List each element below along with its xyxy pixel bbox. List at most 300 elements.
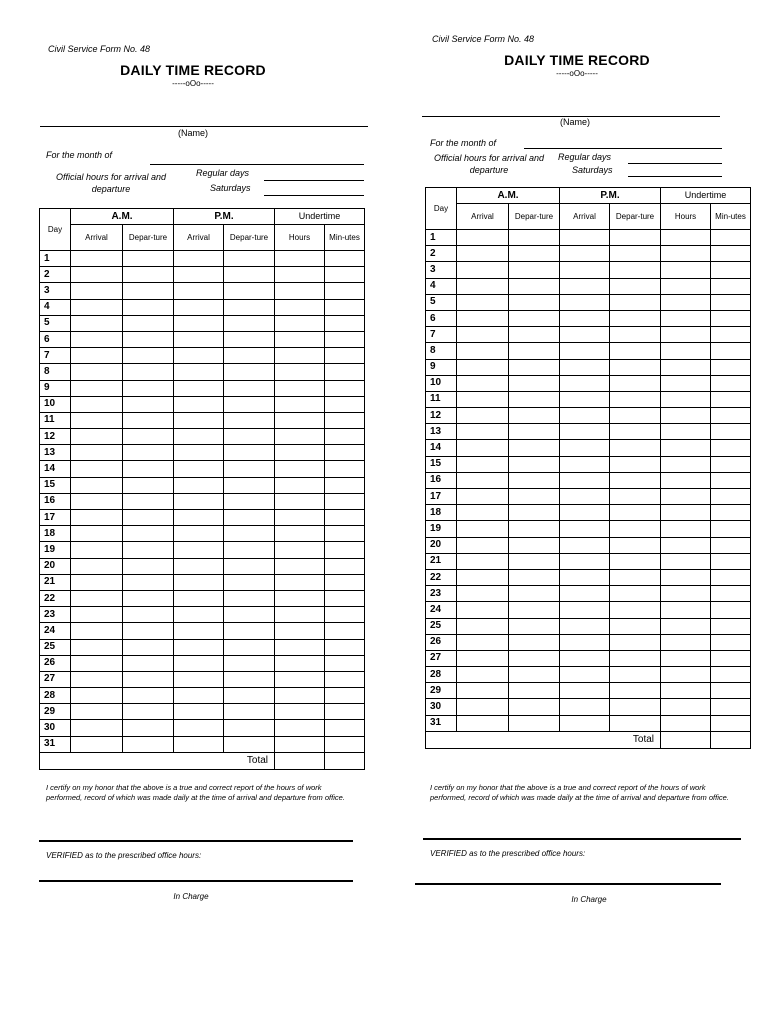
pm-departure-cell[interactable] [224, 655, 275, 671]
pm-arrival-cell[interactable] [174, 736, 224, 752]
undertime-minutes-cell[interactable] [711, 569, 751, 585]
undertime-hours-cell[interactable] [275, 704, 325, 720]
pm-arrival-cell[interactable] [174, 412, 224, 428]
am-arrival-cell[interactable] [71, 251, 123, 267]
undertime-hours-cell[interactable] [661, 683, 711, 699]
am-departure-cell[interactable] [123, 542, 174, 558]
pm-departure-cell[interactable] [224, 348, 275, 364]
pm-departure-cell[interactable] [610, 683, 661, 699]
undertime-hours-cell[interactable] [661, 262, 711, 278]
am-arrival-cell[interactable] [71, 461, 123, 477]
am-departure-cell[interactable] [123, 688, 174, 704]
undertime-minutes-cell[interactable] [711, 327, 751, 343]
pm-arrival-cell[interactable] [174, 704, 224, 720]
undertime-hours-cell[interactable] [661, 294, 711, 310]
am-departure-cell[interactable] [509, 715, 560, 731]
undertime-hours-cell[interactable] [275, 493, 325, 509]
pm-arrival-cell[interactable] [560, 246, 610, 262]
am-arrival-cell[interactable] [457, 553, 509, 569]
undertime-minutes-cell[interactable] [325, 477, 365, 493]
undertime-minutes-cell[interactable] [711, 489, 751, 505]
am-arrival-cell[interactable] [457, 667, 509, 683]
undertime-hours-cell[interactable] [661, 391, 711, 407]
am-arrival-cell[interactable] [71, 396, 123, 412]
undertime-hours-cell[interactable] [661, 602, 711, 618]
pm-arrival-cell[interactable] [560, 230, 610, 246]
am-arrival-cell[interactable] [457, 699, 509, 715]
in-charge-signature-line[interactable] [415, 883, 721, 885]
pm-arrival-cell[interactable] [174, 348, 224, 364]
pm-departure-cell[interactable] [610, 489, 661, 505]
undertime-hours-cell[interactable] [275, 396, 325, 412]
undertime-minutes-cell[interactable] [325, 251, 365, 267]
pm-departure-cell[interactable] [610, 537, 661, 553]
undertime-hours-cell[interactable] [275, 558, 325, 574]
pm-departure-cell[interactable] [610, 650, 661, 666]
undertime-hours-cell[interactable] [275, 607, 325, 623]
pm-arrival-cell[interactable] [560, 586, 610, 602]
am-departure-cell[interactable] [123, 736, 174, 752]
pm-arrival-cell[interactable] [560, 456, 610, 472]
am-arrival-cell[interactable] [71, 429, 123, 445]
am-arrival-cell[interactable] [457, 327, 509, 343]
pm-arrival-cell[interactable] [560, 602, 610, 618]
am-arrival-cell[interactable] [457, 650, 509, 666]
am-departure-cell[interactable] [123, 477, 174, 493]
undertime-minutes-cell[interactable] [325, 526, 365, 542]
pm-arrival-cell[interactable] [174, 380, 224, 396]
am-departure-cell[interactable] [509, 569, 560, 585]
pm-arrival-cell[interactable] [560, 537, 610, 553]
undertime-minutes-cell[interactable] [711, 537, 751, 553]
pm-arrival-cell[interactable] [174, 251, 224, 267]
undertime-minutes-cell[interactable] [711, 278, 751, 294]
undertime-minutes-cell[interactable] [711, 262, 751, 278]
am-arrival-cell[interactable] [457, 343, 509, 359]
am-arrival-cell[interactable] [457, 391, 509, 407]
am-departure-cell[interactable] [123, 493, 174, 509]
pm-arrival-cell[interactable] [560, 375, 610, 391]
pm-departure-cell[interactable] [224, 574, 275, 590]
undertime-minutes-cell[interactable] [711, 246, 751, 262]
am-departure-cell[interactable] [509, 602, 560, 618]
pm-arrival-cell[interactable] [560, 408, 610, 424]
pm-arrival-cell[interactable] [560, 440, 610, 456]
pm-arrival-cell[interactable] [560, 359, 610, 375]
am-departure-cell[interactable] [509, 359, 560, 375]
undertime-minutes-cell[interactable] [325, 348, 365, 364]
am-arrival-cell[interactable] [71, 526, 123, 542]
undertime-hours-cell[interactable] [275, 526, 325, 542]
pm-arrival-cell[interactable] [174, 445, 224, 461]
pm-arrival-cell[interactable] [560, 699, 610, 715]
pm-departure-cell[interactable] [224, 445, 275, 461]
undertime-hours-cell[interactable] [661, 634, 711, 650]
undertime-minutes-cell[interactable] [711, 553, 751, 569]
pm-departure-cell[interactable] [610, 424, 661, 440]
am-departure-cell[interactable] [509, 586, 560, 602]
pm-arrival-cell[interactable] [174, 267, 224, 283]
pm-arrival-cell[interactable] [560, 343, 610, 359]
pm-departure-cell[interactable] [610, 278, 661, 294]
undertime-minutes-cell[interactable] [711, 699, 751, 715]
pm-departure-cell[interactable] [610, 230, 661, 246]
undertime-hours-cell[interactable] [661, 553, 711, 569]
pm-arrival-cell[interactable] [174, 299, 224, 315]
am-departure-cell[interactable] [509, 489, 560, 505]
undertime-hours-cell[interactable] [661, 230, 711, 246]
pm-departure-cell[interactable] [224, 720, 275, 736]
undertime-minutes-cell[interactable] [711, 294, 751, 310]
pm-arrival-cell[interactable] [174, 526, 224, 542]
name-line[interactable] [40, 126, 368, 127]
am-arrival-cell[interactable] [71, 283, 123, 299]
am-departure-cell[interactable] [509, 505, 560, 521]
pm-departure-cell[interactable] [224, 283, 275, 299]
undertime-minutes-cell[interactable] [711, 586, 751, 602]
pm-arrival-cell[interactable] [174, 720, 224, 736]
pm-departure-cell[interactable] [224, 607, 275, 623]
am-departure-cell[interactable] [123, 574, 174, 590]
undertime-hours-cell[interactable] [275, 380, 325, 396]
am-departure-cell[interactable] [123, 348, 174, 364]
am-departure-cell[interactable] [123, 429, 174, 445]
am-departure-cell[interactable] [123, 526, 174, 542]
am-arrival-cell[interactable] [457, 489, 509, 505]
am-departure-cell[interactable] [509, 424, 560, 440]
undertime-hours-cell[interactable] [661, 586, 711, 602]
am-arrival-cell[interactable] [457, 294, 509, 310]
undertime-hours-cell[interactable] [275, 688, 325, 704]
am-departure-cell[interactable] [509, 537, 560, 553]
undertime-hours-cell[interactable] [661, 715, 711, 731]
undertime-hours-cell[interactable] [275, 542, 325, 558]
undertime-hours-cell[interactable] [275, 639, 325, 655]
am-arrival-cell[interactable] [71, 558, 123, 574]
undertime-minutes-cell[interactable] [711, 634, 751, 650]
pm-departure-cell[interactable] [224, 461, 275, 477]
am-arrival-cell[interactable] [71, 671, 123, 687]
pm-departure-cell[interactable] [224, 688, 275, 704]
undertime-hours-cell[interactable] [661, 246, 711, 262]
undertime-minutes-cell[interactable] [711, 650, 751, 666]
pm-arrival-cell[interactable] [174, 315, 224, 331]
am-arrival-cell[interactable] [71, 510, 123, 526]
undertime-minutes-cell[interactable] [325, 510, 365, 526]
am-departure-cell[interactable] [509, 327, 560, 343]
am-departure-cell[interactable] [509, 375, 560, 391]
pm-departure-cell[interactable] [610, 327, 661, 343]
pm-arrival-cell[interactable] [174, 639, 224, 655]
undertime-minutes-cell[interactable] [325, 461, 365, 477]
am-departure-cell[interactable] [509, 553, 560, 569]
pm-arrival-cell[interactable] [174, 607, 224, 623]
pm-arrival-cell[interactable] [560, 472, 610, 488]
undertime-hours-cell[interactable] [275, 720, 325, 736]
pm-departure-cell[interactable] [610, 472, 661, 488]
am-departure-cell[interactable] [509, 246, 560, 262]
pm-arrival-cell[interactable] [174, 574, 224, 590]
am-arrival-cell[interactable] [71, 736, 123, 752]
am-departure-cell[interactable] [509, 456, 560, 472]
employee-signature-line[interactable] [423, 838, 741, 840]
pm-departure-cell[interactable] [610, 294, 661, 310]
am-departure-cell[interactable] [123, 267, 174, 283]
am-departure-cell[interactable] [123, 315, 174, 331]
undertime-hours-cell[interactable] [661, 472, 711, 488]
pm-departure-cell[interactable] [610, 521, 661, 537]
pm-arrival-cell[interactable] [560, 618, 610, 634]
undertime-minutes-cell[interactable] [711, 505, 751, 521]
undertime-minutes-cell[interactable] [711, 310, 751, 326]
am-arrival-cell[interactable] [71, 315, 123, 331]
saturdays-line[interactable] [628, 176, 722, 177]
pm-departure-cell[interactable] [610, 343, 661, 359]
am-arrival-cell[interactable] [71, 639, 123, 655]
pm-departure-cell[interactable] [610, 246, 661, 262]
undertime-minutes-cell[interactable] [711, 408, 751, 424]
am-arrival-cell[interactable] [71, 623, 123, 639]
am-departure-cell[interactable] [123, 558, 174, 574]
am-departure-cell[interactable] [509, 667, 560, 683]
undertime-minutes-cell[interactable] [711, 456, 751, 472]
am-departure-cell[interactable] [123, 364, 174, 380]
undertime-hours-cell[interactable] [661, 327, 711, 343]
total-hours-cell[interactable] [661, 731, 711, 748]
pm-departure-cell[interactable] [224, 639, 275, 655]
undertime-hours-cell[interactable] [275, 364, 325, 380]
am-departure-cell[interactable] [123, 283, 174, 299]
am-arrival-cell[interactable] [457, 715, 509, 731]
month-line[interactable] [524, 148, 722, 149]
am-arrival-cell[interactable] [71, 574, 123, 590]
am-departure-cell[interactable] [123, 720, 174, 736]
am-departure-cell[interactable] [123, 704, 174, 720]
am-departure-cell[interactable] [509, 294, 560, 310]
pm-arrival-cell[interactable] [174, 283, 224, 299]
undertime-hours-cell[interactable] [275, 412, 325, 428]
undertime-hours-cell[interactable] [275, 574, 325, 590]
am-arrival-cell[interactable] [457, 440, 509, 456]
undertime-hours-cell[interactable] [661, 569, 711, 585]
pm-departure-cell[interactable] [224, 704, 275, 720]
pm-arrival-cell[interactable] [560, 294, 610, 310]
undertime-minutes-cell[interactable] [325, 267, 365, 283]
am-arrival-cell[interactable] [71, 704, 123, 720]
pm-arrival-cell[interactable] [174, 429, 224, 445]
total-minutes-cell[interactable] [711, 731, 751, 748]
pm-arrival-cell[interactable] [174, 590, 224, 606]
pm-departure-cell[interactable] [224, 315, 275, 331]
am-arrival-cell[interactable] [457, 230, 509, 246]
undertime-minutes-cell[interactable] [711, 521, 751, 537]
pm-departure-cell[interactable] [610, 456, 661, 472]
undertime-minutes-cell[interactable] [325, 380, 365, 396]
am-arrival-cell[interactable] [457, 586, 509, 602]
am-departure-cell[interactable] [509, 650, 560, 666]
total-hours-cell[interactable] [275, 752, 325, 769]
am-departure-cell[interactable] [123, 412, 174, 428]
pm-departure-cell[interactable] [224, 380, 275, 396]
am-arrival-cell[interactable] [71, 299, 123, 315]
undertime-hours-cell[interactable] [275, 299, 325, 315]
am-departure-cell[interactable] [123, 396, 174, 412]
undertime-minutes-cell[interactable] [325, 590, 365, 606]
undertime-hours-cell[interactable] [275, 267, 325, 283]
regular-days-line[interactable] [264, 180, 364, 181]
pm-departure-cell[interactable] [224, 331, 275, 347]
pm-departure-cell[interactable] [610, 715, 661, 731]
am-arrival-cell[interactable] [71, 267, 123, 283]
undertime-hours-cell[interactable] [661, 667, 711, 683]
am-arrival-cell[interactable] [71, 412, 123, 428]
am-departure-cell[interactable] [123, 299, 174, 315]
am-arrival-cell[interactable] [71, 655, 123, 671]
am-arrival-cell[interactable] [71, 364, 123, 380]
am-departure-cell[interactable] [509, 618, 560, 634]
am-arrival-cell[interactable] [457, 537, 509, 553]
undertime-minutes-cell[interactable] [325, 671, 365, 687]
am-arrival-cell[interactable] [457, 262, 509, 278]
undertime-minutes-cell[interactable] [711, 602, 751, 618]
am-departure-cell[interactable] [123, 639, 174, 655]
pm-departure-cell[interactable] [224, 590, 275, 606]
pm-departure-cell[interactable] [224, 267, 275, 283]
undertime-hours-cell[interactable] [275, 477, 325, 493]
undertime-minutes-cell[interactable] [711, 391, 751, 407]
total-minutes-cell[interactable] [325, 752, 365, 769]
undertime-hours-cell[interactable] [275, 429, 325, 445]
pm-departure-cell[interactable] [610, 440, 661, 456]
in-charge-signature-line[interactable] [39, 880, 353, 882]
undertime-minutes-cell[interactable] [325, 607, 365, 623]
undertime-minutes-cell[interactable] [325, 331, 365, 347]
am-departure-cell[interactable] [509, 343, 560, 359]
pm-departure-cell[interactable] [610, 262, 661, 278]
am-departure-cell[interactable] [123, 590, 174, 606]
undertime-minutes-cell[interactable] [325, 639, 365, 655]
pm-arrival-cell[interactable] [560, 262, 610, 278]
pm-arrival-cell[interactable] [174, 542, 224, 558]
undertime-hours-cell[interactable] [661, 343, 711, 359]
pm-arrival-cell[interactable] [560, 391, 610, 407]
pm-arrival-cell[interactable] [174, 461, 224, 477]
undertime-hours-cell[interactable] [661, 408, 711, 424]
undertime-hours-cell[interactable] [661, 537, 711, 553]
pm-departure-cell[interactable] [610, 586, 661, 602]
pm-arrival-cell[interactable] [560, 683, 610, 699]
pm-departure-cell[interactable] [224, 542, 275, 558]
undertime-minutes-cell[interactable] [711, 440, 751, 456]
pm-departure-cell[interactable] [610, 699, 661, 715]
am-departure-cell[interactable] [509, 310, 560, 326]
undertime-hours-cell[interactable] [275, 251, 325, 267]
pm-arrival-cell[interactable] [174, 688, 224, 704]
am-departure-cell[interactable] [123, 671, 174, 687]
undertime-hours-cell[interactable] [275, 315, 325, 331]
pm-departure-cell[interactable] [224, 736, 275, 752]
pm-departure-cell[interactable] [224, 429, 275, 445]
undertime-minutes-cell[interactable] [325, 396, 365, 412]
am-arrival-cell[interactable] [457, 569, 509, 585]
undertime-hours-cell[interactable] [661, 618, 711, 634]
pm-departure-cell[interactable] [224, 623, 275, 639]
am-departure-cell[interactable] [123, 510, 174, 526]
undertime-minutes-cell[interactable] [711, 683, 751, 699]
am-arrival-cell[interactable] [457, 472, 509, 488]
am-departure-cell[interactable] [123, 623, 174, 639]
am-arrival-cell[interactable] [71, 331, 123, 347]
pm-arrival-cell[interactable] [560, 715, 610, 731]
am-departure-cell[interactable] [509, 408, 560, 424]
am-arrival-cell[interactable] [71, 493, 123, 509]
pm-departure-cell[interactable] [610, 310, 661, 326]
am-arrival-cell[interactable] [457, 408, 509, 424]
pm-arrival-cell[interactable] [560, 667, 610, 683]
am-departure-cell[interactable] [123, 607, 174, 623]
pm-arrival-cell[interactable] [560, 327, 610, 343]
am-departure-cell[interactable] [509, 230, 560, 246]
undertime-minutes-cell[interactable] [325, 283, 365, 299]
pm-arrival-cell[interactable] [174, 396, 224, 412]
undertime-hours-cell[interactable] [661, 424, 711, 440]
undertime-minutes-cell[interactable] [325, 736, 365, 752]
pm-arrival-cell[interactable] [560, 278, 610, 294]
am-departure-cell[interactable] [509, 278, 560, 294]
undertime-hours-cell[interactable] [275, 331, 325, 347]
undertime-minutes-cell[interactable] [325, 445, 365, 461]
am-arrival-cell[interactable] [457, 521, 509, 537]
undertime-hours-cell[interactable] [275, 348, 325, 364]
am-departure-cell[interactable] [123, 331, 174, 347]
pm-departure-cell[interactable] [610, 618, 661, 634]
undertime-minutes-cell[interactable] [325, 574, 365, 590]
undertime-hours-cell[interactable] [661, 375, 711, 391]
undertime-hours-cell[interactable] [275, 655, 325, 671]
pm-arrival-cell[interactable] [560, 650, 610, 666]
pm-departure-cell[interactable] [610, 602, 661, 618]
pm-arrival-cell[interactable] [174, 510, 224, 526]
undertime-hours-cell[interactable] [661, 521, 711, 537]
am-arrival-cell[interactable] [457, 618, 509, 634]
am-arrival-cell[interactable] [71, 445, 123, 461]
undertime-minutes-cell[interactable] [711, 667, 751, 683]
undertime-minutes-cell[interactable] [711, 343, 751, 359]
pm-departure-cell[interactable] [610, 569, 661, 585]
undertime-minutes-cell[interactable] [325, 412, 365, 428]
pm-departure-cell[interactable] [224, 412, 275, 428]
undertime-minutes-cell[interactable] [711, 359, 751, 375]
pm-arrival-cell[interactable] [560, 310, 610, 326]
undertime-minutes-cell[interactable] [325, 429, 365, 445]
undertime-hours-cell[interactable] [275, 671, 325, 687]
am-arrival-cell[interactable] [457, 278, 509, 294]
pm-departure-cell[interactable] [224, 477, 275, 493]
am-arrival-cell[interactable] [457, 505, 509, 521]
pm-arrival-cell[interactable] [174, 364, 224, 380]
am-arrival-cell[interactable] [457, 456, 509, 472]
undertime-minutes-cell[interactable] [711, 424, 751, 440]
undertime-minutes-cell[interactable] [711, 472, 751, 488]
pm-arrival-cell[interactable] [560, 634, 610, 650]
am-departure-cell[interactable] [509, 440, 560, 456]
undertime-hours-cell[interactable] [661, 440, 711, 456]
pm-departure-cell[interactable] [610, 553, 661, 569]
pm-arrival-cell[interactable] [560, 424, 610, 440]
am-arrival-cell[interactable] [71, 542, 123, 558]
undertime-hours-cell[interactable] [661, 699, 711, 715]
pm-departure-cell[interactable] [610, 408, 661, 424]
